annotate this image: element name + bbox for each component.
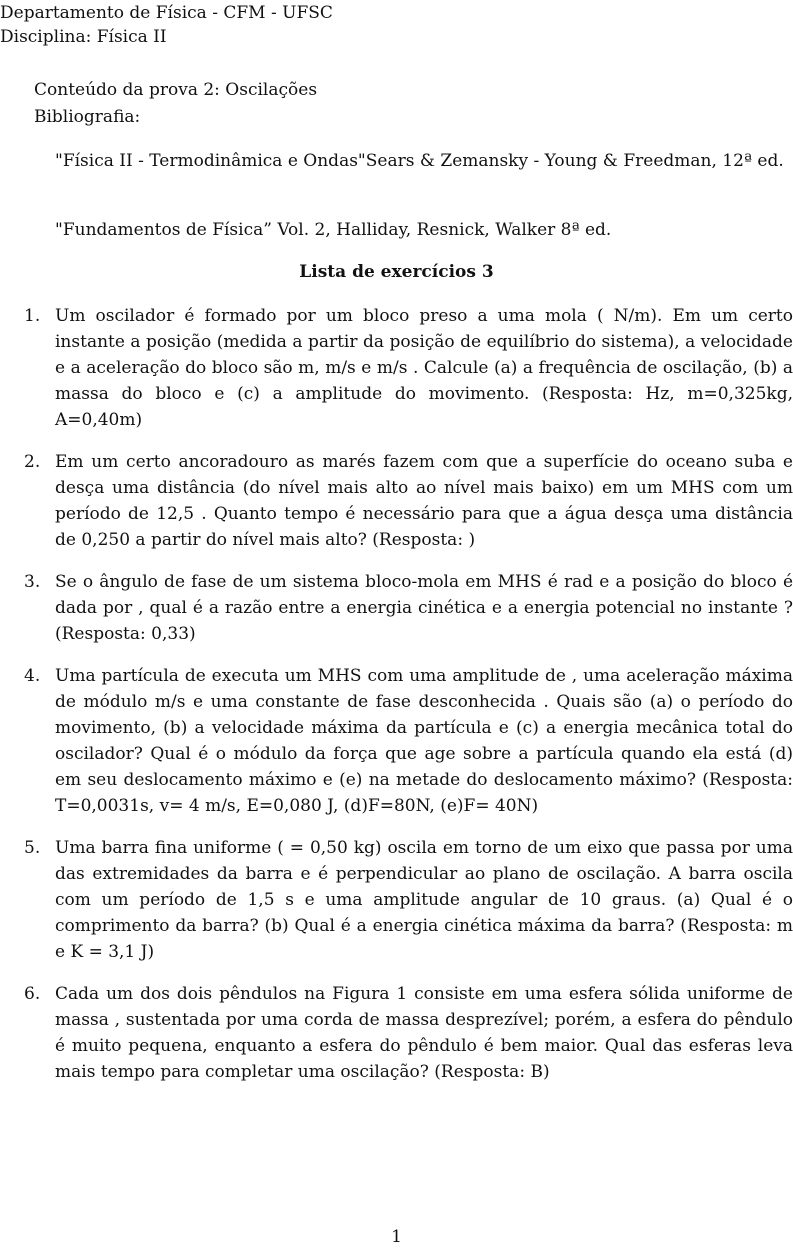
- page-number: 1: [391, 1227, 402, 1247]
- exercise-text: Cada um dos dois pêndulos na Figura 1 consiste em uma esfera sólida uniforme de massa , sustentada por uma corda de massa desprezível; porém, a esfera do pêndulo é muito pequena, enquanto a esfera do pêndulo é bem maior. Qual das esferas leva mais tempo para completar uma oscilação? (Resposta: B): [55, 984, 793, 1082]
- exercise-text: Um oscilador é formado por um bloco preso a uma mola ( N/m). Em um certo instante a posição (medida a partir da posição de equilíbrio do sistema), a velocidade e a aceleração do bloco são m, m/s e m/s . Calcule (a) a frequência de oscilação, (b) a massa do bloco e (c) a amplitude do movimento. (Resposta: Hz, m=0,325kg, A=0,40m): [55, 306, 793, 430]
- exercise-text: Se o ângulo de fase de um sistema bloco-mola em MHS é rad e a posição do bloco é dada por , qual é a razão entre a energia cinética e a energia potencial no instante ? (Resposta: 0,33): [55, 572, 793, 644]
- bibliography-entry: "Física II - Termodinâmica e Ondas"Sears & Zemansky - Young & Freedman, 12ª ed.: [55, 151, 784, 171]
- exercise-number: 1.: [24, 306, 41, 326]
- exercise-item: [0, 663, 793, 819]
- exercise-item: [0, 569, 793, 647]
- exercise-number: 6.: [24, 984, 41, 1004]
- exercise-list: [0, 303, 793, 1101]
- exercise-text: Em um certo ancoradouro as marés fazem com que a superfície do oceano suba e desça uma distância (do nível mais alto ao nível mais baixo) em um MHS com um período de 12,5 . Quanto tempo é necessário para que a água desça uma distância de 0,250 a partir do nível mais alto? (Resposta: ): [55, 452, 793, 550]
- exercise-number: 5.: [24, 838, 41, 858]
- exercise-number: 2.: [24, 452, 41, 472]
- list-title: Lista de exercícios 3: [299, 262, 494, 282]
- exercise-text: Uma barra fina uniforme ( = 0,50 kg) oscila em torno de um eixo que passa por uma das extremidades da barra e é perpendicular ao plano de oscilação. A barra oscila com um período de 1,5 s e uma amplitude angular de 10 graus. (a) Qual é o comprimento da barra? (b) Qual é a energia cinética máxima da barra? (Resposta: m e K = 3,1 J): [55, 838, 793, 962]
- exam-content: Conteúdo da prova 2: Oscilações: [34, 80, 318, 100]
- exercise-number: 3.: [24, 572, 41, 592]
- bibliography-label: Bibliografia:: [34, 107, 141, 127]
- exercise-item: [0, 449, 793, 553]
- exercise-text: Uma partícula de executa um MHS com uma amplitude de , uma aceleração máxima de módulo m/s e uma constante de fase desconhecida . Quais são (a) o período do movimento, (b) a velocidade máxima da partícula e (c) a energia mecânica total do oscilador? Qual é o módulo da força que age sobre a partícula quando ela está (d) em seu deslocamento máximo e (e) na metade do deslocamento máximo? (Resposta: T=0,0031s, v= 4 m/s, E=0,080 J, (d)F=80N, (e)F= 40N): [55, 666, 793, 816]
- bibliography-entry: "Fundamentos de Física” Vol. 2, Halliday, Resnick, Walker 8ª ed.: [55, 220, 612, 240]
- department-heading: Departamento de Física - CFM - UFSC: [0, 3, 333, 23]
- exercise-item: [0, 835, 793, 965]
- exercise-number: 4.: [24, 666, 41, 686]
- course-heading: Disciplina: Física II: [0, 27, 167, 47]
- exercise-item: [0, 303, 793, 433]
- exercise-item: [0, 981, 793, 1085]
